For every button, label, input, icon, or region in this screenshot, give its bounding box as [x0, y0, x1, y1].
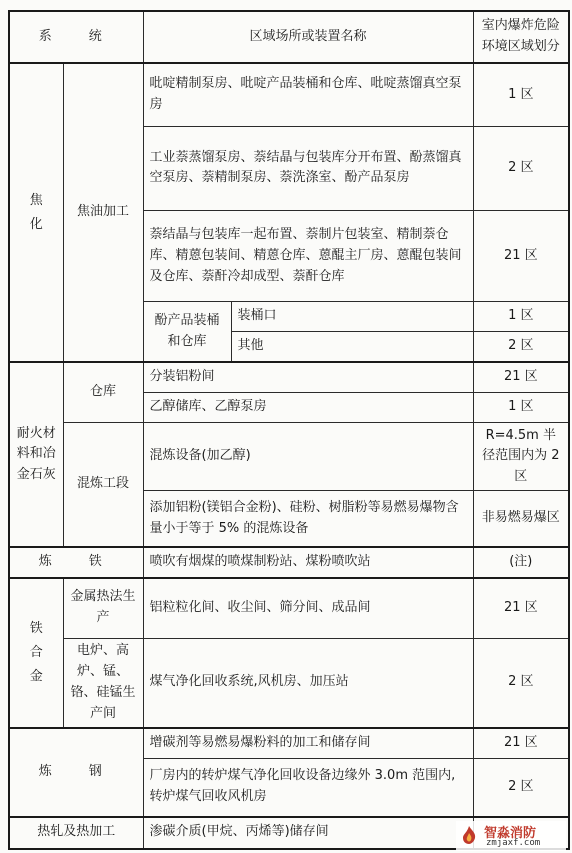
hazard-zone-table	[8, 10, 570, 850]
table-header-row	[9, 11, 569, 63]
table-row	[9, 63, 569, 126]
zone-cell: 21 区	[473, 578, 569, 639]
zone-cell: 2 区	[473, 638, 569, 728]
table-row	[9, 638, 569, 728]
place-cell: 增碳剂等易燃易爆粉料的加工和储存间	[143, 728, 473, 758]
watermark-url: zmjaxf.com	[486, 838, 541, 848]
place-cell: 其他	[231, 332, 473, 362]
place-cell: 厂房内的转炉煤气净化回收设备边缘外 3.0m 范围内,转炉煤气回收风机房	[143, 758, 473, 817]
table-row	[9, 578, 569, 639]
place-cell: 渗碳介质(甲烷、丙烯等)储存间	[143, 817, 473, 849]
header-zone: 室内爆炸危险环境区域划分	[473, 11, 569, 63]
subsystem-cell: 电炉、高炉、锰、铬、硅锰生产间	[63, 638, 143, 728]
zone-cell: 1 区	[473, 302, 569, 332]
zone-cell: 2 区	[473, 758, 569, 817]
zone-cell: R=4.5m 半径范围内为 2 区	[473, 423, 569, 491]
system-ironmaking: 炼 铁	[9, 547, 143, 577]
watermark-title: 智淼消防	[484, 826, 537, 841]
zone-cell: (注)	[473, 547, 569, 577]
table-row	[9, 547, 569, 577]
place-cell: 装桶口	[231, 302, 473, 332]
system-hot-rolling: 热轧及热加工	[9, 817, 143, 849]
place-cell: 添加铝粉(镁铝合金粉)、硅粉、树脂粉等易燃易爆物含量小于等于 5% 的混炼设备	[143, 491, 473, 548]
place-cell: 铝粒粒化间、收尘间、筛分间、成品间	[143, 578, 473, 639]
place-cell: 工业萘蒸馏泵房、萘结晶与包装库分开布置、酚蒸馏真空泵房、萘精制泵房、萘洗涤室、酚产品泵房	[143, 126, 473, 211]
zone-cell: 2 区	[473, 126, 569, 211]
zone-cell: 21 区	[473, 362, 569, 392]
header-place: 区域场所或装置名称	[143, 11, 473, 63]
system-ferroalloy: 铁 合 金	[9, 578, 63, 728]
place-cell: 分装铝粉间	[143, 362, 473, 392]
zone-cell: 21 区	[473, 728, 569, 758]
subsystem-mixing: 混炼工段	[63, 423, 143, 548]
zone-cell: 2 区	[473, 332, 569, 362]
place-cell: 吡啶精制泵房、吡啶产品装桶和仓库、吡啶蒸馏真空泵房	[143, 63, 473, 126]
table-row	[9, 423, 569, 491]
subsystem-warehouse: 仓库	[63, 362, 143, 423]
zone-cell: 非易燃易爆区	[473, 491, 569, 548]
subsystem-cell: 金属热法生产	[63, 578, 143, 639]
phenol-storage-label: 酚产品装桶和仓库	[143, 302, 231, 363]
place-cell: 混炼设备(加乙醇)	[143, 423, 473, 491]
place-cell: 煤气净化回收系统,风机房、加压站	[143, 638, 473, 728]
place-cell: 喷吹有烟煤的喷煤制粉站、煤粉喷吹站	[143, 547, 473, 577]
table-row	[9, 362, 569, 392]
subsystem-tar-processing: 焦油加工	[63, 63, 143, 362]
zone-cell: 1 区	[473, 393, 569, 423]
zone-cell: 1 区	[473, 63, 569, 126]
place-cell: 萘结晶与包装库一起布置、萘制片包装室、精制萘仓库、精蒽包装间、精蒽仓库、蒽醌主厂房、蒽醌包装间及仓库、萘酐冷却成型、萘酐仓库	[143, 211, 473, 302]
place-cell: 乙醇储库、乙醇泵房	[143, 393, 473, 423]
system-refractory: 耐火材料和冶金石灰	[9, 362, 63, 547]
header-system: 系 统	[9, 11, 143, 63]
zone-cell: 21 区	[473, 211, 569, 302]
watermark	[456, 821, 566, 851]
system-steelmaking: 炼 钢	[9, 728, 143, 817]
table-row	[9, 728, 569, 758]
flame-logo-icon	[458, 824, 480, 846]
system-coking: 焦 化	[9, 63, 63, 362]
